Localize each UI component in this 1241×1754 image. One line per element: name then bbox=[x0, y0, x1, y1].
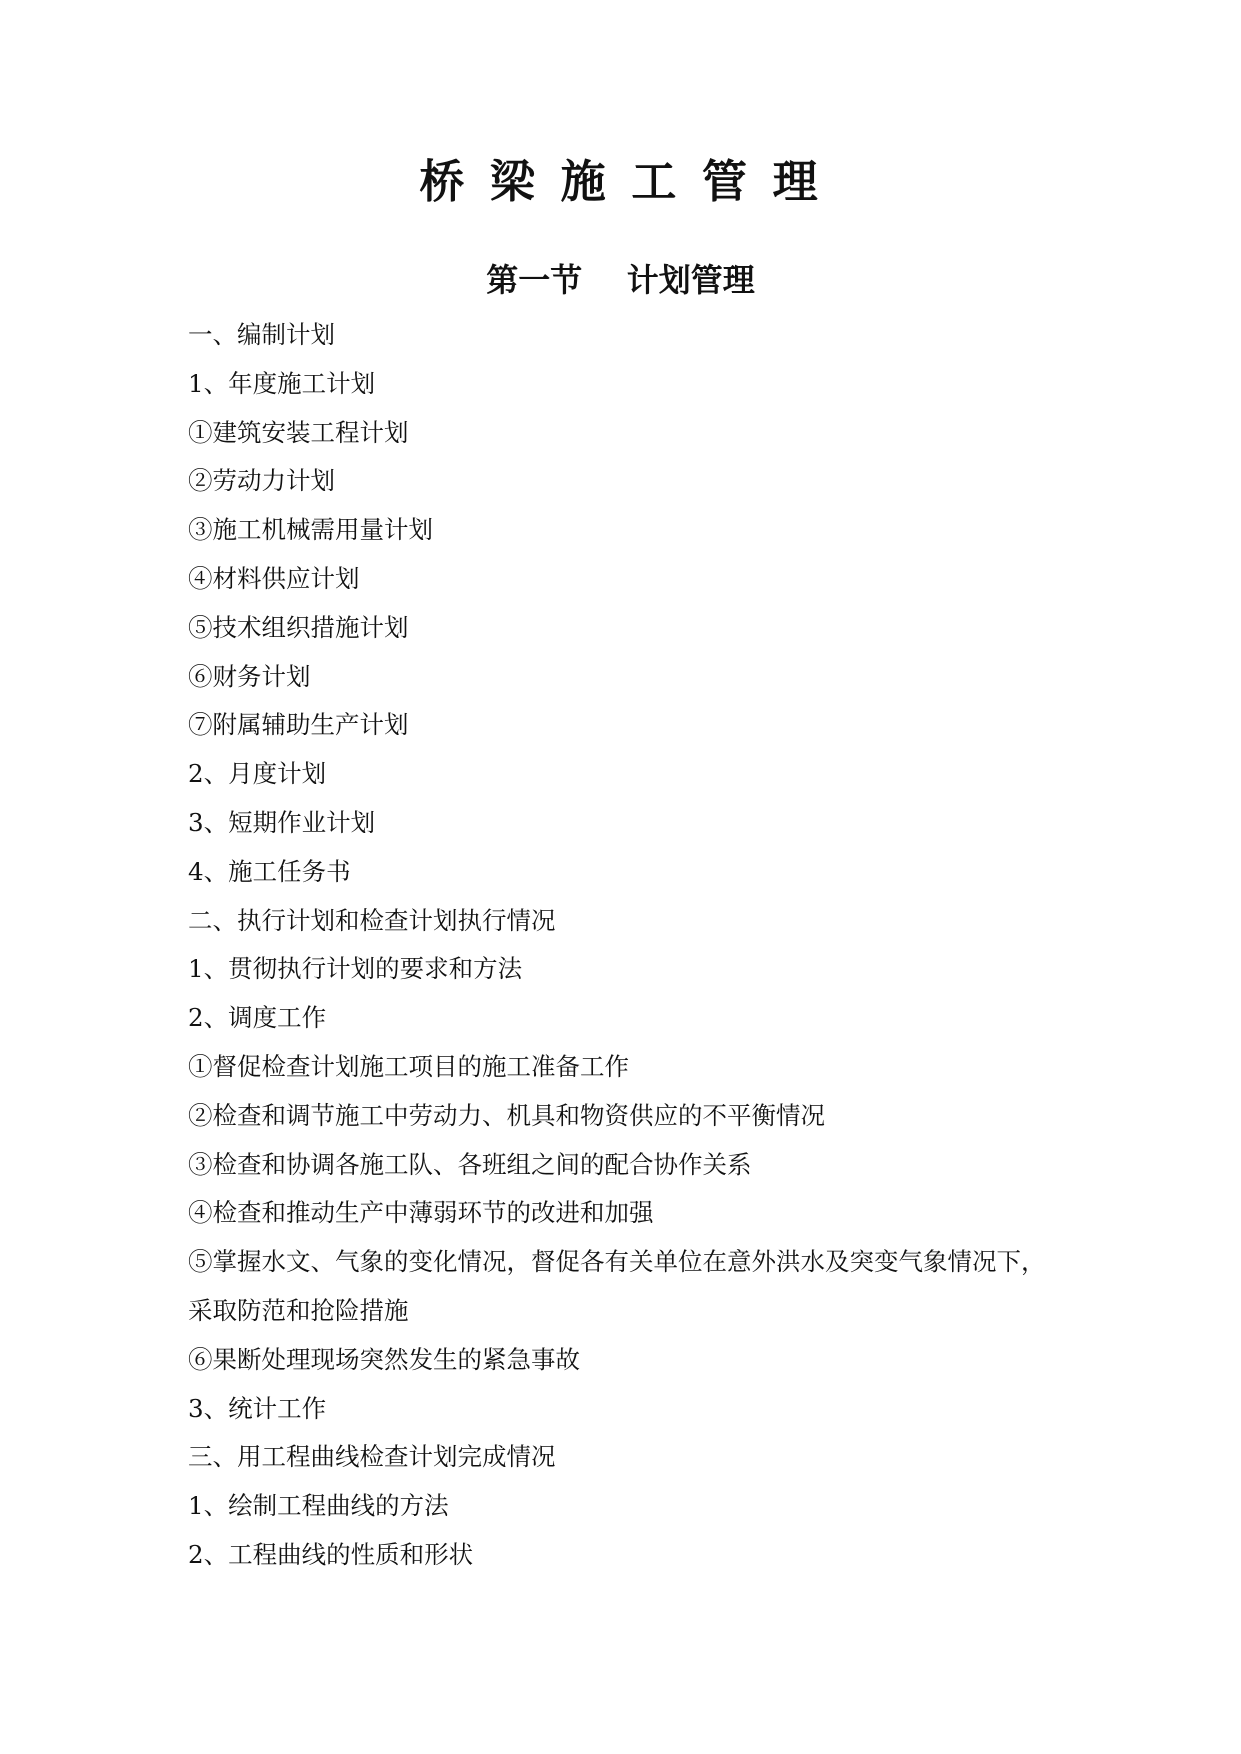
section-heading: 第一节 计划管理 bbox=[486, 261, 755, 299]
outline-heading-l1: 二、执行计划和检查计划执行情况 bbox=[188, 905, 556, 935]
outline-item: ⑥果断处理现场突然发生的紧急事故 bbox=[188, 1344, 580, 1374]
outline-item: ⑥财务计划 bbox=[188, 661, 311, 691]
outline-heading-l2: 1、贯彻执行计划的要求和方法 bbox=[188, 954, 523, 984]
outline-heading-l2: 2、调度工作 bbox=[188, 1003, 327, 1033]
outline-item: ⑤技术组织措施计划 bbox=[188, 612, 409, 642]
outline-item: ⑦附属辅助生产计划 bbox=[188, 710, 409, 740]
outline-item: ③施工机械需用量计划 bbox=[188, 515, 433, 545]
outline-item: ①建筑安装工程计划 bbox=[188, 417, 409, 447]
outline-heading-l1: 三、用工程曲线检查计划完成情况 bbox=[188, 1442, 556, 1472]
outline-item-continuation: 采取防范和抢险措施 bbox=[188, 1295, 409, 1325]
outline-item: ②检查和调节施工中劳动力、机具和物资供应的不平衡情况 bbox=[188, 1100, 825, 1130]
outline-heading-l2: 4、施工任务书 bbox=[188, 856, 351, 886]
section-outline bbox=[188, 311, 1188, 1580]
outline-heading-l2: 1、年度施工计划 bbox=[188, 368, 376, 398]
outline-item: ①督促检查计划施工项目的施工准备工作 bbox=[188, 1051, 629, 1081]
outline-heading-l2: 2、工程曲线的性质和形状 bbox=[188, 1539, 474, 1569]
outline-heading-l2: 3、短期作业计划 bbox=[188, 807, 376, 837]
document-title: 桥 梁 施 工 管 理 bbox=[419, 155, 822, 208]
outline-heading-l2: 1、绘制工程曲线的方法 bbox=[188, 1491, 449, 1521]
outline-item: ④检查和推动生产中薄弱环节的改进和加强 bbox=[188, 1198, 654, 1228]
outline-heading-l1: 一、编制计划 bbox=[188, 320, 335, 349]
outline-item: ②劳动力计划 bbox=[188, 466, 335, 496]
outline-heading-l2: 3、统计工作 bbox=[188, 1393, 327, 1423]
outline-item: ④材料供应计划 bbox=[188, 563, 360, 593]
outline-item: ③检查和协调各施工队、各班组之间的配合协作关系 bbox=[188, 1149, 752, 1179]
outline-heading-l2: 2、月度计划 bbox=[188, 759, 327, 789]
outline-item: ⑤掌握水文、气象的变化情况，督促各有关单位在意外洪水及突变气象情况下， bbox=[188, 1247, 1046, 1277]
